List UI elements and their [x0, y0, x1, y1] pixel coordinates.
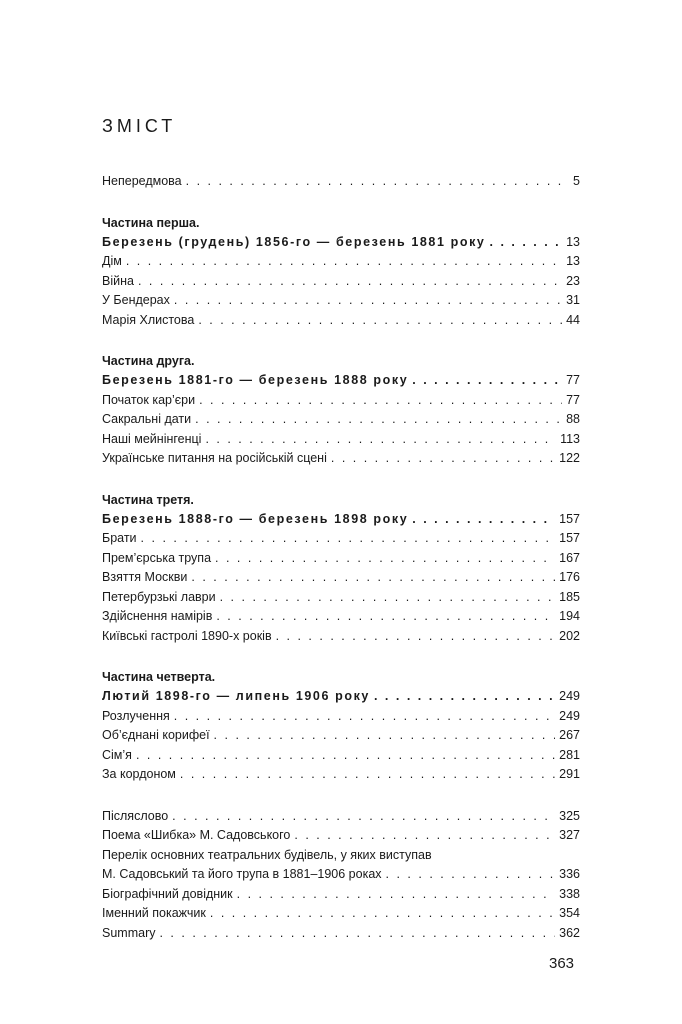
dot-leader [180, 765, 555, 785]
toc-entry[interactable] [102, 765, 580, 785]
toc-entry-title: Взяття Москви [102, 570, 188, 584]
toc-entry[interactable] [102, 311, 580, 331]
dot-leader [374, 687, 555, 707]
dot-leader [237, 885, 556, 905]
dot-leader [412, 510, 555, 530]
toc-entry-title: Петербурзькі лаври [102, 589, 216, 604]
dot-leader [220, 588, 556, 608]
toc-entry-title: Прем’єрська трупа [102, 550, 212, 565]
dot-leader [276, 627, 556, 647]
toc-entry-title: Наші мейнінгенці [102, 431, 202, 446]
table-of-contents [102, 172, 580, 943]
dot-leader [174, 707, 555, 727]
part-heading: Частина третя. [102, 492, 194, 507]
toc-entry[interactable] [102, 291, 580, 311]
toc-entry-page: 249 [559, 689, 580, 703]
toc-entry[interactable] [102, 252, 580, 272]
toc-entry-page: 362 [559, 925, 580, 940]
dot-leader [215, 549, 555, 569]
toc-entry-title: Summary [102, 925, 156, 940]
toc-entry-summary[interactable] [102, 924, 580, 944]
toc-entry-title: Лютий 1898-го — липень 1906 року [102, 689, 370, 703]
dot-leader [214, 726, 556, 746]
toc-entry-page: 122 [559, 451, 580, 465]
toc-entry-afterword[interactable] [102, 807, 580, 827]
toc-entry-page: 77 [566, 392, 580, 407]
toc-entry[interactable] [102, 588, 580, 608]
dot-leader [198, 311, 562, 331]
dot-leader [490, 233, 563, 253]
dot-leader [294, 826, 555, 846]
dot-leader [126, 252, 562, 272]
toc-entry-title: Березень (грудень) 1856-го — березень 1881 року [102, 234, 486, 249]
toc-entry-page: 327 [559, 828, 580, 842]
toc-entry-page: 13 [566, 254, 580, 268]
page-number: 363 [549, 955, 575, 972]
part-subtitle[interactable] [102, 510, 580, 530]
toc-entry-page: 167 [559, 550, 580, 565]
toc-entry-page: 336 [559, 867, 580, 881]
dot-leader [195, 410, 562, 430]
toc-entry-title: Іменний покажчик [102, 906, 206, 920]
toc-entry[interactable] [102, 529, 580, 549]
toc-entry-page: 44 [566, 312, 580, 327]
toc-entry-title: М. Садовський та його трупа в 1881–1906 роках [102, 867, 382, 881]
toc-entry-page: 267 [559, 728, 580, 742]
toc-entry-page: 354 [559, 906, 580, 920]
toc-entry-title: Здійснення намірів [102, 609, 213, 623]
part-subtitle[interactable] [102, 687, 580, 707]
toc-entry[interactable] [102, 607, 580, 627]
toc-entry-page: 31 [566, 293, 580, 307]
dot-leader [174, 291, 562, 311]
toc-entry[interactable] [102, 726, 580, 746]
toc-entry-page: 281 [559, 747, 580, 762]
toc-entry-page: 157 [559, 531, 580, 545]
toc-entry-title: Сакральні дати [102, 412, 192, 426]
toc-entry[interactable] [102, 391, 580, 411]
dot-leader [138, 272, 562, 292]
dot-leader [172, 807, 555, 827]
toc-entry-page: 291 [559, 767, 580, 781]
toc-entry-page: 194 [559, 609, 580, 623]
toc-entry-bio[interactable] [102, 885, 580, 905]
part-heading: Частина четверта. [102, 670, 216, 684]
toc-entry-title: Об’єднані корифеї [102, 728, 210, 742]
toc-entry-index[interactable] [102, 904, 580, 924]
toc-entry-page: 249 [559, 708, 580, 723]
toc-entry-venues-line1[interactable]: Перелік основних театральних будівель, у яких виступав [102, 847, 432, 862]
dot-leader [386, 865, 556, 885]
toc-entry[interactable] [102, 707, 580, 727]
toc-entry-page: 157 [559, 511, 580, 526]
dot-leader [186, 172, 569, 192]
dot-leader [331, 449, 555, 469]
toc-entry-title: Сім’я [102, 747, 132, 762]
toc-entry-title: Непередмова [102, 174, 182, 188]
toc-entry-page: 5 [573, 174, 580, 188]
toc-entry-page: 185 [559, 589, 580, 604]
toc-entry[interactable] [102, 746, 580, 766]
toc-entry-page: 325 [559, 808, 580, 823]
toc-entry-title: Поема «Шибка» М. Садовського [102, 828, 291, 842]
part-subtitle[interactable] [102, 233, 580, 253]
toc-entry-title: Київські гастролі 1890-х років [102, 628, 272, 643]
toc-entry-page: 338 [559, 886, 580, 901]
toc-entry-page: 23 [566, 273, 580, 288]
toc-entry-intro[interactable] [102, 172, 580, 192]
dot-leader [412, 371, 562, 391]
dot-leader [191, 568, 555, 588]
toc-entry[interactable] [102, 549, 580, 569]
toc-entry-title: Розлучення [102, 708, 170, 723]
toc-entry-page: 113 [560, 431, 580, 446]
toc-entry-title: Брати [102, 531, 137, 545]
toc-entry-title: Українське питання на російській сцені [102, 451, 327, 465]
toc-entry-venues[interactable] [102, 865, 580, 885]
toc-entry-title: Березень 1888-го — березень 1898 року [102, 511, 409, 526]
part-heading: Частина друга. [102, 354, 195, 368]
toc-entry-title: У Бендерах [102, 293, 170, 307]
toc-entry-title: Дім [102, 254, 122, 268]
toc-entry-page: 176 [559, 570, 580, 584]
toc-entry-title: Війна [102, 273, 134, 288]
toc-entry-title: Післяслово [102, 808, 169, 823]
toc-entry-page: 77 [566, 373, 580, 387]
part-heading: Частина перша. [102, 215, 200, 230]
toc-entry-title: Початок кар’єри [102, 392, 196, 407]
toc-entry-title: Марія Хлистова [102, 312, 195, 327]
toc-entry-poem[interactable] [102, 826, 580, 846]
toc-entry-page: 202 [559, 628, 580, 643]
toc-entry[interactable] [102, 430, 580, 450]
toc-entry-page: 88 [566, 412, 580, 426]
toc-entry[interactable] [102, 410, 580, 430]
toc-entry-page: 13 [566, 234, 580, 249]
dot-leader [136, 746, 555, 766]
toc-entry-title: Біографічний довідник [102, 886, 233, 901]
toc-entry[interactable] [102, 449, 580, 469]
part-subtitle[interactable] [102, 371, 580, 391]
page-title: ЗМІСТ [102, 116, 177, 136]
dot-leader [141, 529, 556, 549]
dot-leader [216, 607, 555, 627]
dot-leader [205, 430, 556, 450]
toc-entry[interactable] [102, 272, 580, 292]
toc-entry[interactable] [102, 568, 580, 588]
dot-leader [199, 391, 562, 411]
toc-entry-title: За кордоном [102, 767, 176, 781]
dot-leader [210, 904, 555, 924]
toc-entry-title: Березень 1881-го — березень 1888 року [102, 373, 409, 387]
dot-leader [159, 924, 555, 944]
toc-entry[interactable] [102, 627, 580, 647]
